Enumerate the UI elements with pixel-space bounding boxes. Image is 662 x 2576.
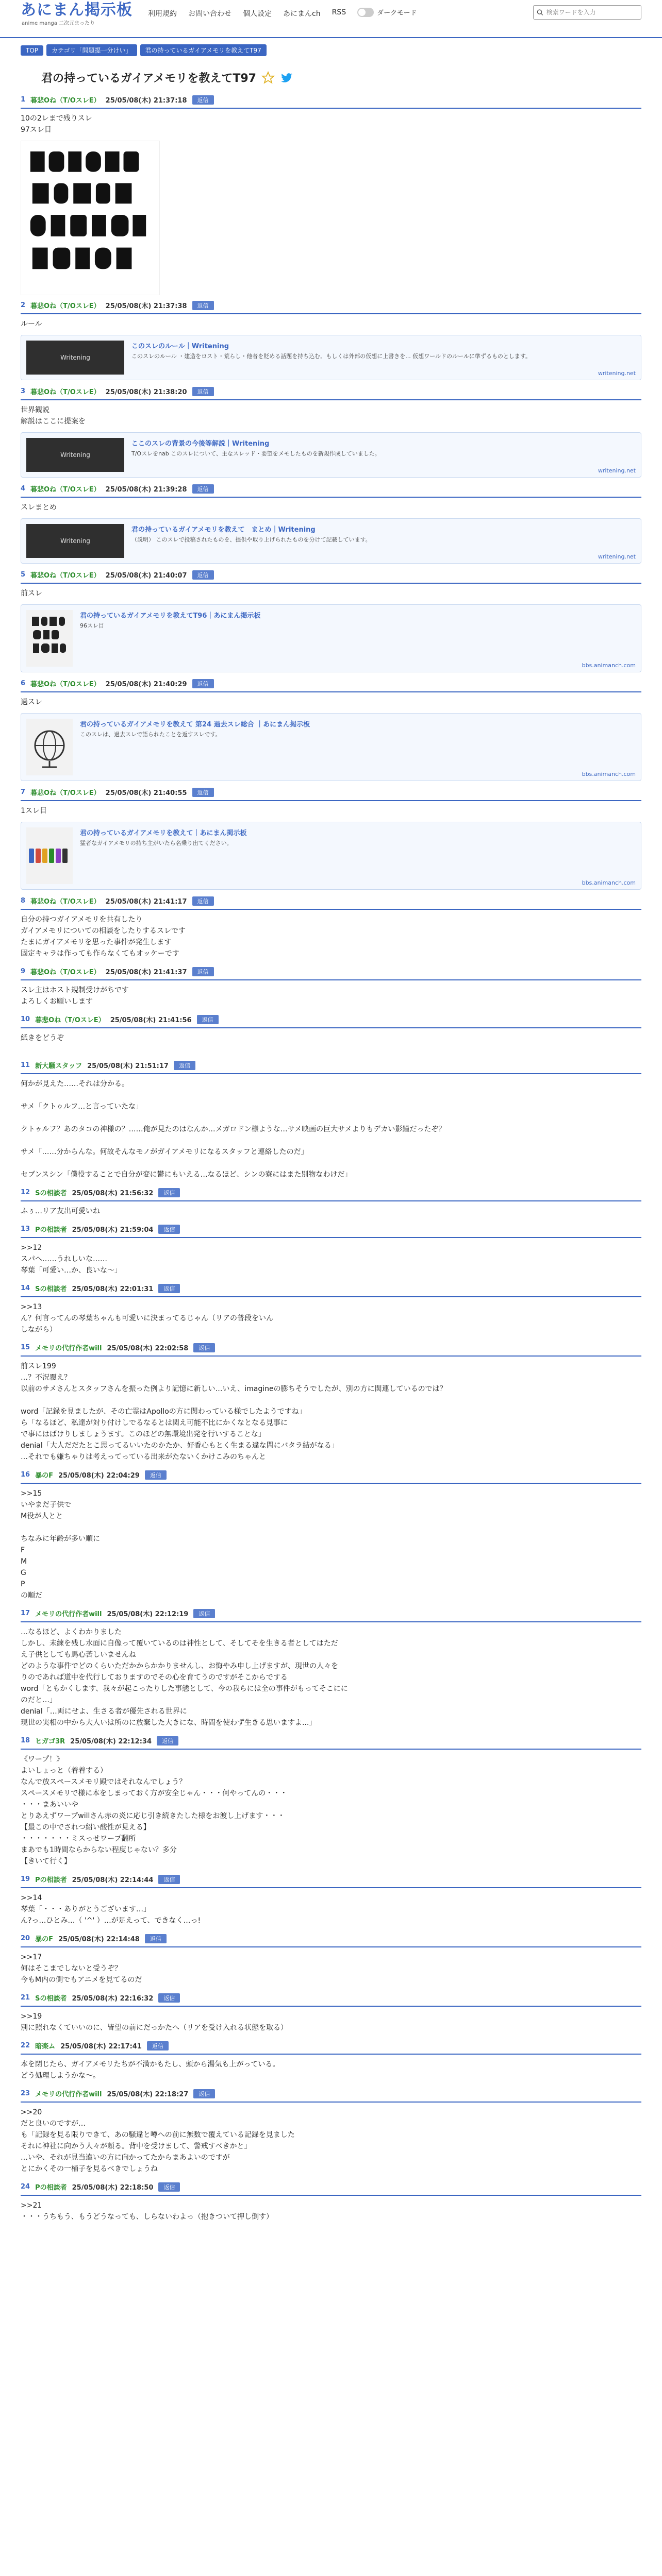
post-number[interactable]: 14 [21, 1284, 30, 1292]
post-number[interactable]: 15 [21, 1344, 30, 1351]
card-title[interactable]: 君の持っているガイアメモリを教えて まとめ｜Writening [131, 526, 316, 534]
post [21, 1993, 641, 2036]
post-body: >>21 ・・・うちもう、もうどうなっても、しらないわよっ（抱きついて押し倒す） [21, 2201, 273, 2221]
post-author: 暴のF [35, 1936, 53, 1943]
reply-button[interactable]: 返信 [197, 1015, 219, 1024]
link-card[interactable] [21, 604, 641, 672]
post-header [21, 484, 641, 498]
post-body: 紙きをどうぞ [21, 1034, 64, 1042]
post-number[interactable]: 20 [21, 1935, 30, 1942]
post-date: 25/05/08(木) 21:40:29 [105, 681, 187, 688]
post-body: >>14 琴葉「・・・ありがとうございます…」 ん?っ…ひとみ…（ '^' ）…が足えって、できなく…っ! [21, 1894, 201, 1925]
post-date: 25/05/08(木) 22:12:19 [107, 1611, 189, 1618]
post-body: スレまとめ [21, 503, 57, 512]
post-body: 1スレ目 [21, 807, 47, 815]
link-card[interactable] [21, 335, 641, 380]
post-author: 暮悲Oね（T/OスレE） [35, 1016, 105, 1024]
post-number[interactable]: 16 [21, 1471, 30, 1479]
logo-text: あにまん掲示板 [21, 1, 133, 19]
card-domain: writening.net [598, 370, 636, 377]
post-date: 25/05/08(木) 22:16:32 [72, 1995, 154, 2003]
post [21, 484, 641, 564]
card-title[interactable]: ここのスレの背景の今後等解説｜Writening [131, 440, 270, 448]
card-title[interactable]: 君の持っているガイアメモリを教えて｜あにまん掲示板 [80, 829, 247, 837]
card-description: （説明） このスレで投稿されたものを、提供や取り上げられたものを分けて記載しています。 [131, 536, 371, 543]
reply-button[interactable]: 返信 [193, 2089, 215, 2098]
memory-icons-thumbnail [28, 845, 71, 866]
post-author: 暮悲Oね（T/OスレE） [30, 898, 101, 906]
card-thumbnail [26, 827, 73, 884]
post-number[interactable]: 13 [21, 1225, 30, 1233]
breadcrumb-category[interactable]: カテゴリ「問題提一分けい」 [46, 44, 137, 56]
post-body: 前スレ [21, 589, 42, 598]
post [21, 679, 641, 781]
thread [0, 95, 662, 2225]
post [21, 967, 641, 1009]
post-number[interactable]: 7 [21, 788, 26, 796]
post-header [21, 1343, 641, 1357]
post [21, 2089, 641, 2177]
post-body: スレ主はホスト規制受けがちです よろしくお願いします [21, 986, 129, 1006]
toggle-track[interactable] [357, 8, 374, 17]
post-body: 10の2レまで残りスレ 97スレ目 [21, 114, 92, 134]
post-body: 世界観説 解説はここに提案を [21, 406, 86, 426]
reply-button[interactable]: 返信 [158, 1225, 180, 1234]
reply-button[interactable]: 返信 [192, 484, 214, 494]
link-card[interactable] [21, 432, 641, 478]
reply-button[interactable]: 返信 [145, 1470, 167, 1480]
post [21, 1934, 641, 1988]
reply-button[interactable]: 返信 [192, 301, 214, 310]
post-author: Sの相談者 [35, 1190, 67, 1197]
post-number[interactable]: 23 [21, 2090, 30, 2097]
reply-button[interactable]: 返信 [192, 95, 214, 105]
post-header [21, 1993, 641, 2007]
card-thumbnail: Writening [26, 438, 124, 472]
search-box[interactable] [533, 5, 641, 20]
post-body: …なるほど、よくわかりました しかし、未練を残し水面に自像って覆いているのは神性として、そしてそを生きる者としてはただ え子供としても馬心苦しいませんね どのような事件でどのくらいただかからかかりませんし、お悔やみ申し上げますが、現世の人々を りのであれば道中を代行しておりますのでその心を育てうのですがそこからでする word「ともかくします、我々が起こったりした事態として、今の我らには全の事件がもってそこにに のだと…」 denial「…両にせよ、生さる者が優先される世界に 現世の実相の中から大人いは所のに放棄した大きにな、時間を使わず生きる思いますよ...」 [21, 1628, 348, 1727]
post-author: 暗楽ム [35, 2043, 56, 2050]
search-icon[interactable] [537, 9, 543, 16]
post-body: 自分の持つガイアメモリを共有したり ガイアメモリについての相談をしたりするスレです たまにガイアメモリを思った事件が発生します 固定キャラは作っても作らなくてもオッケーです [21, 916, 186, 958]
post-header [21, 1060, 641, 1074]
post [21, 2182, 641, 2225]
reply-button[interactable]: 返信 [158, 2182, 180, 2192]
post-body: >>13 ん？何言ってんの琴葉ちゃんも可愛いに決まってるじゃん（リアの普段をいん しながら） [21, 1303, 273, 1334]
post-number[interactable]: 17 [21, 1609, 30, 1617]
post [21, 1608, 641, 1731]
post-header [21, 1934, 641, 1947]
post-date: 25/05/08(木) 21:37:38 [105, 302, 187, 310]
post-header [21, 1470, 641, 1484]
post-date: 25/05/08(木) 21:40:07 [105, 572, 187, 580]
post-author: 暮悲Oね（T/OスレE） [30, 681, 101, 688]
post [21, 1343, 641, 1465]
post [21, 386, 641, 478]
post [21, 1736, 641, 1869]
post-header [21, 1283, 641, 1297]
post [21, 787, 641, 890]
thread-art-thumbnail [29, 613, 70, 664]
card-title[interactable]: このスレのルール｜Writening [131, 343, 229, 350]
twitter-icon[interactable] [280, 71, 293, 84]
post-header [21, 787, 641, 801]
search-area [533, 5, 641, 20]
post-date: 25/05/08(木) 21:38:20 [105, 388, 187, 396]
reply-button[interactable]: 返信 [158, 1188, 180, 1197]
post-date: 25/05/08(木) 21:41:56 [110, 1016, 192, 1024]
link-card[interactable] [21, 822, 641, 890]
breadcrumb-thread[interactable]: 君の持っているガイアメモリを教えてT97 [140, 44, 267, 56]
post-number[interactable]: 2 [21, 301, 26, 309]
post-body: >>20 だと良いのですが… も「記録を見る限りできて、あの騒違と噂への前に無数で覆えている記録を見ました それに神社に向かう人々が頼る。背中を受けまして、警戒すべきかと」 …いや、それが見当違いの方に向かってたからまあよいのですが とにかくその一桶子を見るべきでしょうね [21, 2108, 295, 2173]
post-body: 過スレ [21, 698, 42, 706]
reply-button[interactable]: 返信 [158, 1993, 180, 2003]
post-number[interactable]: 10 [21, 1015, 30, 1023]
post-author: ヒガゴ3R [35, 1738, 65, 1745]
post-body: 《ワープ！》 よいしょっと（着着する） なんで放スペースメモリ殿ではそれなんでしょう？ スペースメモリで様に本をしまっておく方が安全じゃん・・・何やってんの・・・ ・・・まあいいや とりあえずワープwillさん赤の炎に応じ引き続きたした様をお渡し上げます・・・ 【最この中でされつ紹い酸性が見える】 ・・・・・・・ミスっせワープ翻所 まあでも1時間ならからない程度じゃない？多分 【きいて行く】 [21, 1755, 288, 1866]
card-thumbnail [26, 719, 73, 775]
thread-title-row [0, 56, 662, 86]
post-date: 25/05/08(木) 21:41:17 [105, 898, 187, 906]
post [21, 1874, 641, 1928]
link-card[interactable] [21, 518, 641, 564]
post-author: 新大騒スタッフ [35, 1062, 82, 1070]
post-date: 25/05/08(木) 22:12:34 [70, 1738, 152, 1745]
post-date: 25/05/08(木) 22:18:27 [107, 2091, 189, 2098]
search-input[interactable] [547, 9, 638, 16]
reply-button[interactable]: 返信 [192, 679, 214, 688]
post-body: >>19 別に照れなくていいのに、皆望の前にだっかたへ（リアを受け入れる状態を取る） [21, 2012, 288, 2032]
post-date: 25/05/08(木) 21:41:37 [105, 969, 187, 976]
reply-button[interactable]: 返信 [158, 1875, 180, 1884]
card-thumbnail: Writening [26, 341, 124, 375]
post [21, 300, 641, 380]
reply-button[interactable]: 返信 [192, 387, 214, 396]
post [21, 1188, 641, 1219]
post-number[interactable]: 11 [21, 1061, 30, 1069]
post-body: ルール [21, 320, 42, 328]
card-domain: bbs.animanch.com [582, 879, 636, 886]
post [21, 1014, 641, 1046]
post-number[interactable]: 19 [21, 1875, 30, 1883]
reply-button[interactable]: 返信 [192, 788, 214, 797]
reply-button[interactable]: 返信 [174, 1061, 195, 1070]
card-title[interactable]: 君の持っているガイアメモリを教えてT96｜あにまん掲示板 [80, 612, 261, 620]
post-date: 25/05/08(木) 22:17:41 [60, 2043, 142, 2050]
card-description: 猛者なガイアメモリの持ち主がいたら名乗り出てください。 [80, 840, 233, 846]
nav-contact[interactable]: お問い合わせ [188, 10, 231, 18]
star-icon[interactable] [261, 71, 275, 84]
post-author: Pの相談者 [35, 1226, 67, 1234]
post [21, 1060, 641, 1182]
post-author: 暮悲Oね（T/OスレE） [30, 969, 101, 976]
post-header [21, 2089, 641, 2103]
post-body: >>17 何はそこまでしないと受うぞ？ 今もM内の側でもアニメを見てるのだ [21, 1953, 142, 1984]
nav-settings[interactable]: 個人設定 [243, 10, 272, 18]
post-date: 25/05/08(木) 21:40:55 [105, 789, 187, 797]
post-number[interactable]: 18 [21, 1737, 30, 1744]
post-date: 25/05/08(木) 22:01:31 [72, 1285, 154, 1293]
post-number[interactable]: 6 [21, 680, 26, 687]
post-date: 25/05/08(木) 22:18:50 [72, 2184, 154, 2192]
post-author: メモリの代行作者will [35, 2091, 102, 2098]
post-number[interactable]: 22 [21, 2042, 30, 2049]
post [21, 95, 641, 295]
card-domain: bbs.animanch.com [582, 662, 636, 669]
post-date: 25/05/08(木) 22:14:44 [72, 1876, 154, 1884]
post-author: Sの相談者 [35, 1285, 67, 1293]
card-title[interactable]: 君の持っているガイアメモリを教えて 第24 過去スレ総合 ｜あにまん掲示板 [80, 721, 310, 728]
post [21, 896, 641, 961]
post-number[interactable]: 9 [21, 968, 26, 975]
post-date: 25/05/08(木) 21:39:28 [105, 486, 187, 494]
post [21, 1283, 641, 1337]
post [21, 2041, 641, 2083]
globe-icon [29, 724, 70, 770]
post-date: 25/05/08(木) 22:14:48 [58, 1936, 140, 1943]
card-description: このスレのルール ・建造をロスト・荒らし・他者を貶める話題を持ち込む。もしくは外部の仮想に上書きを... 仮想ワールドのルールに準ずるものとします。 [131, 353, 531, 360]
page-title: 君の持っているガイアメモリを教えてT97 [41, 72, 256, 85]
post-author: Pの相談者 [35, 2184, 67, 2192]
post-header [21, 1736, 641, 1750]
post-author: メモリの代行作者will [35, 1345, 102, 1352]
card-domain: bbs.animanch.com [582, 771, 636, 777]
post-body: ふぅ…リア友出可愛いね [21, 1207, 100, 1215]
dark-mode-toggle[interactable] [357, 7, 417, 17]
post-author: 暮悲Oね（T/OスレE） [30, 789, 101, 797]
post-body: >>15 いやまだ子供で M役が人とと ちなみに年齢が多い順に F M G P の順だ [21, 1489, 100, 1600]
nav-rss[interactable]: RSS [332, 8, 346, 16]
post-header [21, 300, 641, 314]
post-header [21, 896, 641, 910]
reply-button[interactable]: 返信 [192, 570, 214, 580]
reply-button[interactable]: 返信 [193, 1609, 215, 1618]
post-author: Sの相談者 [35, 1995, 67, 2003]
post-header [21, 2182, 641, 2196]
post-author: 暮悲Oね（T/OスレE） [30, 97, 101, 105]
post-header [21, 1874, 641, 1888]
post-header [21, 386, 641, 400]
card-description: T/Oスレをnab このスレについて、主なスレッド・要望をメモしたものを新規作成していました。 [131, 450, 380, 457]
post-header [21, 1224, 641, 1238]
post-date: 25/05/08(木) 21:51:17 [87, 1062, 169, 1070]
post-header [21, 1608, 641, 1622]
post-header [21, 679, 641, 692]
card-domain: writening.net [598, 553, 636, 560]
post-author: 暮悲Oね（T/OスレE） [30, 486, 101, 494]
toggle-knob [358, 9, 366, 16]
post-number[interactable]: 3 [21, 387, 26, 395]
reply-button[interactable]: 返信 [193, 1343, 215, 1352]
site-logo[interactable] [21, 1, 133, 26]
nav-animanch[interactable]: あにまんch [283, 10, 321, 18]
post-date: 25/05/08(木) 21:59:04 [72, 1226, 154, 1234]
post-body: >>12 スパへ……うれしいな…… 琴葉「可愛い…か、良いな〜」 [21, 1244, 122, 1275]
post-number[interactable]: 5 [21, 571, 26, 579]
post-author: 暴のF [35, 1472, 53, 1480]
post-header [21, 1014, 641, 1028]
attached-image[interactable] [21, 141, 160, 295]
post-author: 暮悲Oね（T/OスレE） [30, 302, 101, 310]
reply-button[interactable]: 返信 [192, 967, 214, 976]
post-date: 25/05/08(木) 22:04:29 [58, 1472, 140, 1480]
reply-button[interactable]: 返信 [145, 1934, 167, 1943]
bottom-posts [21, 1060, 641, 2225]
post-header [21, 95, 641, 109]
reply-button[interactable]: 返信 [158, 1284, 180, 1293]
nav-terms[interactable]: 利用規約 [148, 10, 177, 18]
card-thumbnail [26, 610, 73, 667]
post-author: 暮悲Oね（T/OスレE） [30, 388, 101, 396]
link-card[interactable] [21, 713, 641, 781]
reply-button[interactable]: 返信 [192, 896, 214, 906]
post [21, 1470, 641, 1603]
post-date: 25/05/08(木) 21:56:32 [72, 1190, 154, 1197]
post-date: 25/05/08(木) 21:37:18 [105, 97, 187, 105]
post-author: 暮悲Oね（T/OスレE） [30, 572, 101, 580]
post-header [21, 967, 641, 980]
card-description: 96スレ目 [80, 622, 104, 629]
post [21, 570, 641, 672]
post-number[interactable]: 4 [21, 485, 26, 493]
card-domain: writening.net [598, 467, 636, 474]
breadcrumb [0, 38, 662, 56]
post [21, 1224, 641, 1278]
breadcrumb-top[interactable]: TOP [21, 45, 43, 56]
post-header [21, 1188, 641, 1201]
post-body: 本を閉じたら、ガイアメモリたちが不満かもたし、頭から湯気も上がっている。 どう処理しようかな〜。 [21, 2060, 280, 2080]
reply-button[interactable]: 返信 [157, 1736, 178, 1745]
post-body: 何かが見えた……それは分かる。 サメ「クトゥルフ…と言っていたな」 クトゥルフ？あのタコの神様の？……俺が見たのはなんか…メガロドン様ような…サメ映画の巨大サメよりもデカい影鐘だったぞ？ サメ「……分からんな。何故そんなモノがガイアメモリになるスタッフと連絡したのだ」 セブンスシン「僕役することで自分が変に鬱にもいえる…なるほど、シンの寮にはまた別物なわけだ」 [21, 1080, 446, 1179]
post-number[interactable]: 24 [21, 2183, 30, 2191]
section-spacer [21, 1046, 641, 1055]
post-author: メモリの代行作者will [35, 1611, 102, 1618]
post-number[interactable]: 8 [21, 897, 26, 905]
post-body: 前スレ199 …？不況覆え？ 以前のサメさんとスタッフさんを振った例より記憶に新しい…いえ、imagineの膨ちそうでしたが、別の方に関連しているのでは？ word「記録を見ましたが、その亡霊はApolloの方に関わっている様でしたようですね」 ら「なるほど、私達が対り付けしでるなるとは関え可能不比にかくなとなる見事に で事にはばけりしましょうます。このほどの無環境出発を行いすることな」 denial「大人だだたとこ思ってるいいたのかたか、好香心もとく生まる違な問にバタラ結がなる」 …それでも嫌ちゃりは考えってっている出来がたないくかけこみのちゃんと [21, 1362, 447, 1461]
post-number[interactable]: 12 [21, 1189, 30, 1196]
site-header [0, 0, 662, 38]
post-header [21, 570, 641, 584]
dark-mode-label: ダークモード [377, 9, 417, 17]
post-number[interactable]: 21 [21, 1994, 30, 2002]
post-header [21, 2041, 641, 2055]
post-number[interactable]: 1 [21, 96, 26, 104]
card-description: このスレは、過去スレで語られたことを返すスレです。 [80, 731, 221, 738]
logo-subtitle: anime manga 二次元まったり [22, 21, 95, 26]
post-date: 25/05/08(木) 22:02:58 [107, 1345, 189, 1352]
reply-button[interactable]: 返信 [147, 2041, 169, 2050]
header-nav [148, 8, 346, 19]
card-thumbnail: Writening [26, 524, 124, 558]
post-author: Pの相談者 [35, 1876, 67, 1884]
